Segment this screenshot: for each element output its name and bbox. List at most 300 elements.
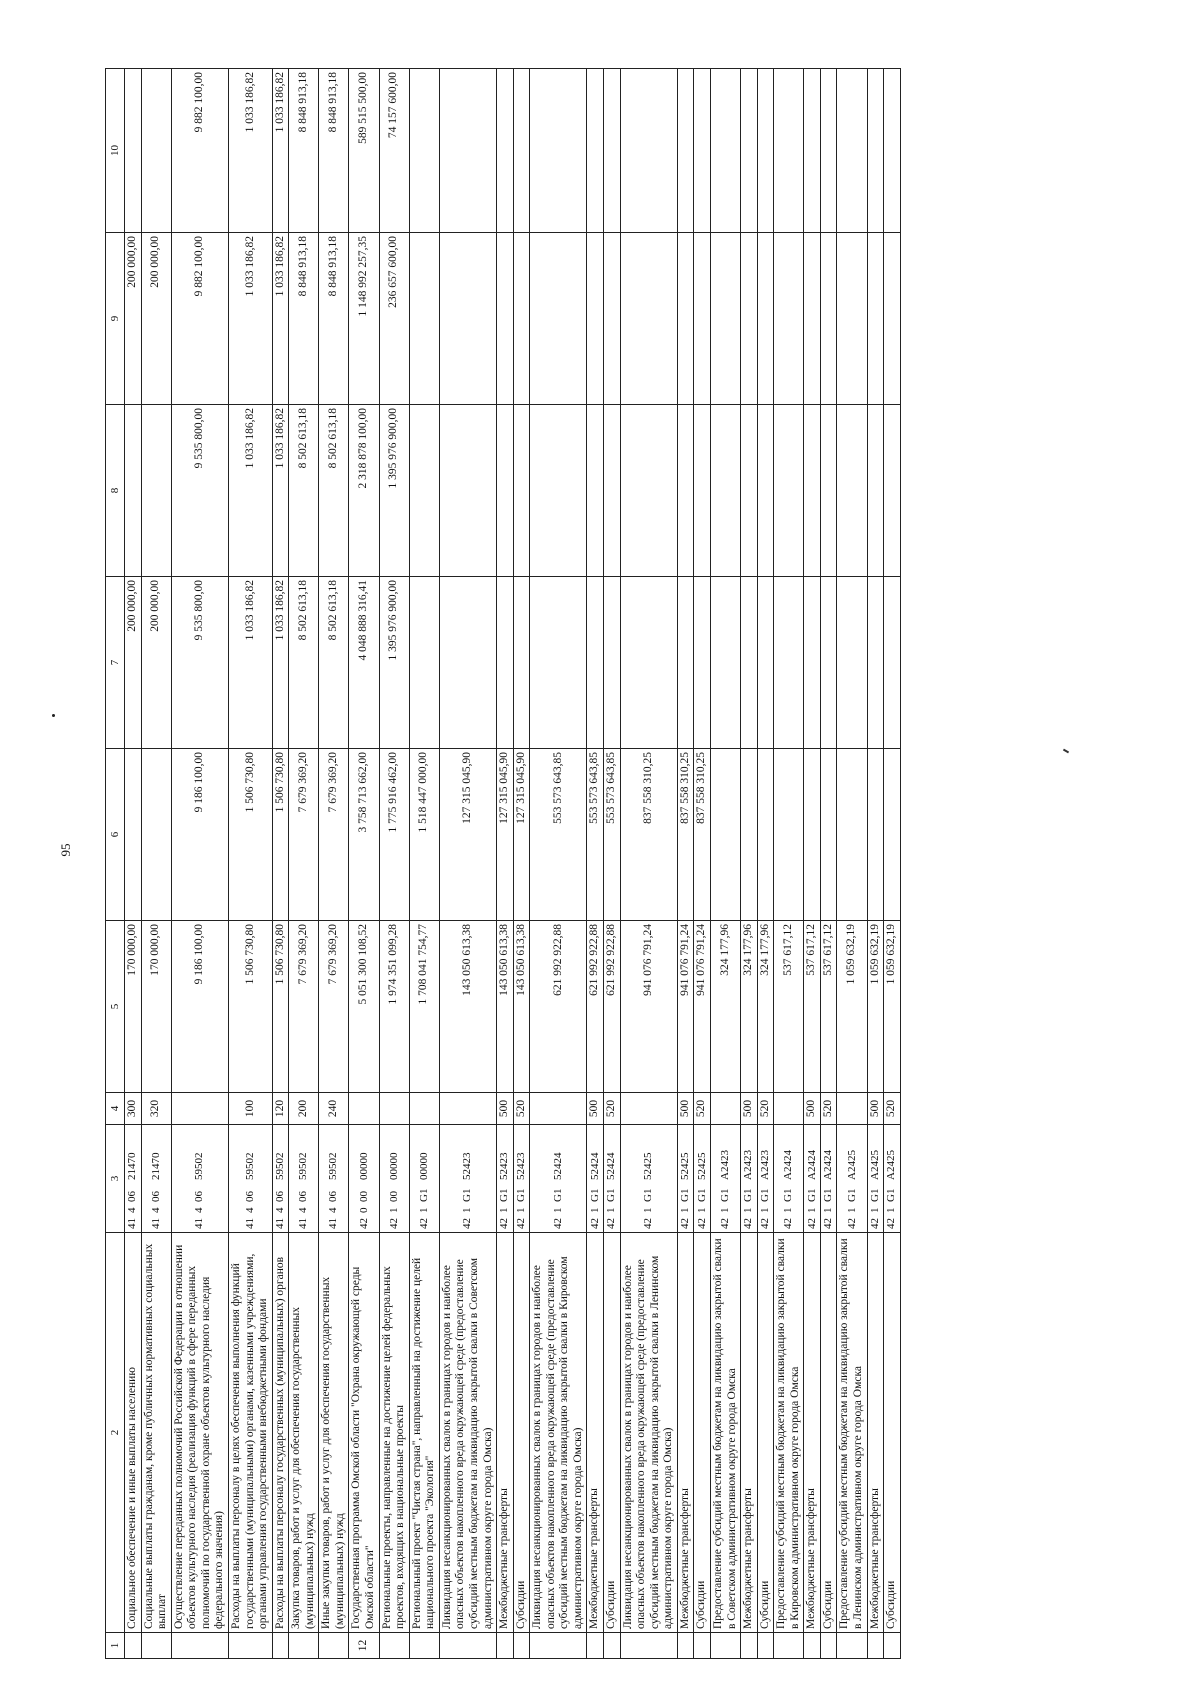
amount-c10: [530, 69, 587, 233]
amount-c10: [757, 69, 774, 233]
budget-code: [439, 1125, 496, 1233]
budget-code: [677, 1125, 694, 1233]
budget-code: [710, 1125, 740, 1233]
amount-c8: [757, 405, 774, 577]
budget-code-part: 59502: [243, 1152, 256, 1180]
budget-code: [289, 1125, 319, 1233]
budget-code: [804, 1125, 821, 1233]
amount-c7: [587, 577, 604, 749]
expense-type-code: [379, 1093, 409, 1125]
amount-c8: 8 502 613,18: [289, 405, 319, 577]
amount-c6: 837 558 310,25: [694, 749, 711, 921]
expense-type-code: [349, 1093, 379, 1125]
budget-code-part: 59502: [193, 1152, 206, 1180]
budget-code-part: 1: [642, 1207, 655, 1213]
budget-code-part: A2423: [719, 1150, 732, 1180]
amount-c8: 2 318 878 100,00: [349, 405, 379, 577]
amount-c9: 9 882 100,00: [171, 233, 228, 405]
table-row: [587, 69, 604, 1659]
budget-code-part: 41: [243, 1218, 256, 1229]
amount-c10: [141, 69, 171, 233]
amount-c7: [710, 577, 740, 749]
amount-c10: [820, 69, 837, 233]
budget-code: [379, 1125, 409, 1233]
column-number: 10: [106, 69, 125, 233]
amount-c9: [884, 233, 901, 405]
amount-c9: 1 033 186,82: [228, 233, 272, 405]
row-index: [141, 1633, 171, 1659]
budget-code-part: 1: [742, 1207, 755, 1213]
amount-c5: 941 076 791,24: [694, 921, 711, 1093]
budget-code: [837, 1125, 867, 1233]
table-row: [289, 69, 319, 1659]
amount-c6: 127 315 045,90: [513, 749, 530, 921]
amount-c9: [604, 233, 621, 405]
expense-type-code: [171, 1093, 228, 1125]
budget-code-part: 1: [514, 1207, 527, 1213]
amount-c8: [867, 405, 884, 577]
amount-c6: 837 558 310,25: [677, 749, 694, 921]
amount-c7: 1 033 186,82: [228, 577, 272, 749]
expense-type-code: 520: [604, 1093, 621, 1125]
budget-code-part: 4: [243, 1207, 256, 1213]
amount-c6: [884, 749, 901, 921]
budget-code-part: G1: [868, 1188, 881, 1202]
amount-c8: 9 535 800,00: [171, 405, 228, 577]
amount-c7: 8 502 613,18: [289, 577, 319, 749]
amount-c8: [497, 405, 514, 577]
budget-code-part: 41: [327, 1218, 340, 1229]
budget-code: [741, 1125, 758, 1233]
table-row: [757, 69, 774, 1659]
amount-c7: [513, 577, 530, 749]
amount-c8: [710, 405, 740, 577]
expense-type-code: [409, 1093, 439, 1125]
amount-c5: 621 992 922,88: [604, 921, 621, 1093]
row-name: Расходы на выплаты персоналу в целях обеспечения выполнения функций государственными (муниципальными) органами, казенными учреждениями, органами управления государственными внебюджетными фондами: [228, 1233, 272, 1633]
amount-c7: [439, 577, 496, 749]
amount-c7: [497, 577, 514, 749]
row-index: [620, 1633, 677, 1659]
table-row: [620, 69, 677, 1659]
budget-code-part: 1: [845, 1207, 858, 1213]
amount-c8: [694, 405, 711, 577]
table-row: [513, 69, 530, 1659]
table-row: [349, 69, 379, 1659]
expense-type-code: 120: [272, 1093, 289, 1125]
pen-mark: [1063, 749, 1069, 754]
budget-code: [587, 1125, 604, 1233]
row-index: [774, 1633, 804, 1659]
amount-c9: [497, 233, 514, 405]
budget-code-part: 52423: [514, 1152, 527, 1180]
budget-code-part: G1: [514, 1188, 527, 1202]
amount-c9: [757, 233, 774, 405]
table-row: [804, 69, 821, 1659]
budget-code-part: G1: [782, 1188, 795, 1202]
budget-code-part: 1: [885, 1207, 898, 1213]
row-index: [125, 1633, 142, 1659]
amount-c10: 74 157 600,00: [379, 69, 409, 233]
amount-c5: 621 992 922,88: [530, 921, 587, 1093]
amount-c6: 1 775 916 462,00: [379, 749, 409, 921]
budget-code: [349, 1125, 379, 1233]
amount-c8: 8 502 613,18: [319, 405, 349, 577]
amount-c5: 143 050 613,38: [513, 921, 530, 1093]
budget-code-part: 42: [588, 1218, 601, 1229]
amount-c8: [587, 405, 604, 577]
budget-code: [604, 1125, 621, 1233]
budget-code: [141, 1125, 171, 1233]
amount-c8: [741, 405, 758, 577]
amount-c9: [530, 233, 587, 405]
amount-c5: 1 506 730,80: [228, 921, 272, 1093]
expense-type-code: 240: [319, 1093, 349, 1125]
amount-c7: [884, 577, 901, 749]
amount-c7: [530, 577, 587, 749]
row-name: Субсидии: [884, 1233, 901, 1633]
amount-c6: [837, 749, 867, 921]
amount-c9: [867, 233, 884, 405]
amount-c8: 1 033 186,82: [228, 405, 272, 577]
budget-code-part: 59502: [273, 1152, 286, 1180]
budget-code-part: 1: [387, 1207, 400, 1213]
amount-c8: [409, 405, 439, 577]
budget-code-part: A2424: [822, 1150, 835, 1180]
amount-c6: 127 315 045,90: [497, 749, 514, 921]
budget-code-part: G1: [417, 1188, 430, 1202]
amount-c8: [804, 405, 821, 577]
amount-c6: 837 558 310,25: [620, 749, 677, 921]
row-index: [272, 1633, 289, 1659]
table-row: [741, 69, 758, 1659]
budget-code-part: 52424: [605, 1152, 618, 1180]
amount-c5: 941 076 791,24: [677, 921, 694, 1093]
table-row: [228, 69, 272, 1659]
amount-c8: [774, 405, 804, 577]
budget-code-part: 42: [387, 1218, 400, 1229]
amount-c5: 7 679 369,20: [289, 921, 319, 1093]
amount-c9: 236 657 600,00: [379, 233, 409, 405]
expense-type-code: 500: [497, 1093, 514, 1125]
amount-c5: 1 708 041 754,77: [409, 921, 439, 1093]
table-row: [125, 69, 142, 1659]
budget-code: [409, 1125, 439, 1233]
amount-c7: 4 048 888 316,41: [349, 577, 379, 749]
amount-c5: 143 050 613,38: [497, 921, 514, 1093]
row-index: [497, 1633, 514, 1659]
budget-code: [757, 1125, 774, 1233]
budget-code-part: 1: [805, 1207, 818, 1213]
budget-code-part: 4: [149, 1207, 162, 1213]
budget-code-part: 1: [498, 1207, 511, 1213]
column-number: 2: [106, 1233, 125, 1633]
expense-type-code: 300: [125, 1093, 142, 1125]
budget-code-part: 1: [822, 1207, 835, 1213]
amount-c9: 200 000,00: [141, 233, 171, 405]
amount-c10: [837, 69, 867, 233]
table-row: [171, 69, 228, 1659]
amount-c6: 127 315 045,90: [439, 749, 496, 921]
budget-code-part: 00000: [357, 1152, 370, 1180]
budget-code-part: G1: [742, 1188, 755, 1202]
budget-code-part: 42: [719, 1218, 732, 1229]
budget-code-part: 06: [243, 1191, 256, 1202]
expense-type-code: [774, 1093, 804, 1125]
row-index: [837, 1633, 867, 1659]
amount-c7: 9 535 800,00: [171, 577, 228, 749]
amount-c5: 537 617,12: [804, 921, 821, 1093]
amount-c9: [694, 233, 711, 405]
amount-c6: [774, 749, 804, 921]
row-name: Предоставление субсидий местным бюджетам на ликвидацию закрытой свалки в Советском административном округе города Омска: [710, 1233, 740, 1633]
budget-code-part: G1: [679, 1188, 692, 1202]
budget-code-part: 06: [327, 1191, 340, 1202]
amount-c6: 1 518 447 000,00: [409, 749, 439, 921]
amount-c9: [587, 233, 604, 405]
amount-c5: 1 059 632,19: [884, 921, 901, 1093]
budget-code-part: 52424: [588, 1152, 601, 1180]
budget-code: [774, 1125, 804, 1233]
budget-code-part: 42: [868, 1218, 881, 1229]
amount-c9: [741, 233, 758, 405]
budget-code-part: G1: [551, 1188, 564, 1202]
expense-type-code: 500: [677, 1093, 694, 1125]
amount-c10: [884, 69, 901, 233]
budget-code-part: 21470: [126, 1152, 139, 1180]
amount-c10: 8 848 913,18: [319, 69, 349, 233]
amount-c8: [513, 405, 530, 577]
column-number: 8: [106, 405, 125, 577]
row-index: [171, 1633, 228, 1659]
amount-c7: [804, 577, 821, 749]
row-name: Межбюджетные трансферты: [867, 1233, 884, 1633]
amount-c8: [620, 405, 677, 577]
budget-code-part: 42: [417, 1218, 430, 1229]
budget-code-part: G1: [498, 1188, 511, 1202]
budget-code-part: 1: [417, 1207, 430, 1213]
row-name: Ликвидация несанкционированных свалок в границах городов и наиболее опасных объектов накопленного вреда окружающей среде (предоставление субсидий местным бюджетам на ликвидацию закрытой свалки в Кировском административном округе города Омска): [530, 1233, 587, 1633]
amount-c10: [513, 69, 530, 233]
amount-c5: 941 076 791,24: [620, 921, 677, 1093]
amount-c7: [620, 577, 677, 749]
row-name: Государственная программа Омской области "Охрана окружающей среды Омской области": [349, 1233, 379, 1633]
budget-code-part: 4: [327, 1207, 340, 1213]
row-index: [677, 1633, 694, 1659]
budget-code-part: 42: [782, 1218, 795, 1229]
table-row: [677, 69, 694, 1659]
amount-c9: [820, 233, 837, 405]
table-row: [409, 69, 439, 1659]
budget-code-part: 42: [805, 1218, 818, 1229]
row-name: Ликвидация несанкционированных свалок в границах городов и наиболее опасных объектов накопленного вреда окружающей среде (предоставление субсидий местным бюджетам на ликвидацию закрытой свалки в Советском административном округе города Омска): [439, 1233, 496, 1633]
budget-code-part: 4: [273, 1207, 286, 1213]
amount-c9: 8 848 913,18: [319, 233, 349, 405]
amount-c6: 553 573 643,85: [587, 749, 604, 921]
row-name: Региональные проекты, направленные на достижение целей федеральных проектов, входящих в национальные проекты: [379, 1233, 409, 1633]
row-name: Межбюджетные трансферты: [804, 1233, 821, 1633]
row-index: [820, 1633, 837, 1659]
budget-code-part: 42: [357, 1218, 370, 1229]
column-number: 1: [106, 1633, 125, 1659]
rotated-page-content: [105, 69, 1180, 1659]
amount-c10: [694, 69, 711, 233]
budget-code-part: 1: [868, 1207, 881, 1213]
row-index: [513, 1633, 530, 1659]
row-index: [319, 1633, 349, 1659]
amount-c6: 7 679 369,20: [319, 749, 349, 921]
expense-type-code: [530, 1093, 587, 1125]
budget-code-part: 59502: [327, 1152, 340, 1180]
row-name: Субсидии: [513, 1233, 530, 1633]
budget-code-part: G1: [719, 1188, 732, 1202]
budget-code-part: 1: [588, 1207, 601, 1213]
amount-c10: 9 882 100,00: [171, 69, 228, 233]
budget-code-part: G1: [758, 1188, 771, 1202]
column-number: 3: [106, 1125, 125, 1233]
budget-code-part: 41: [297, 1218, 310, 1229]
row-name: Субсидии: [757, 1233, 774, 1633]
amount-c9: [710, 233, 740, 405]
amount-c10: [677, 69, 694, 233]
row-index: [884, 1633, 901, 1659]
amount-c8: 1 033 186,82: [272, 405, 289, 577]
amount-c8: [677, 405, 694, 577]
budget-code-part: 42: [679, 1218, 692, 1229]
amount-c8: [820, 405, 837, 577]
table-row: [439, 69, 496, 1659]
amount-c7: [867, 577, 884, 749]
amount-c9: [837, 233, 867, 405]
row-index: [867, 1633, 884, 1659]
budget-code-part: 1: [679, 1207, 692, 1213]
budget-code-part: 42: [822, 1218, 835, 1229]
expense-type-code: 520: [884, 1093, 901, 1125]
budget-code: [530, 1125, 587, 1233]
amount-c7: [820, 577, 837, 749]
column-number: 5: [106, 921, 125, 1093]
budget-code-part: G1: [805, 1188, 818, 1202]
budget-code-part: A2424: [782, 1150, 795, 1180]
expense-type-code: 500: [867, 1093, 884, 1125]
amount-c6: [710, 749, 740, 921]
budget-code-part: 06: [126, 1191, 139, 1202]
row-index: [409, 1633, 439, 1659]
row-name: Закупка товаров, работ и услуг для обеспечения государственных (муниципальных) нужд: [289, 1233, 319, 1633]
amount-c7: [694, 577, 711, 749]
row-name: Иные закупки товаров, работ и услуг для обеспечения государственных (муниципальных) нужд: [319, 1233, 349, 1633]
table-row: [319, 69, 349, 1659]
row-index: [530, 1633, 587, 1659]
row-index: [439, 1633, 496, 1659]
table-row: [820, 69, 837, 1659]
amount-c6: [820, 749, 837, 921]
row-name: Социальное обеспечение и иные выплаты населению: [125, 1233, 142, 1633]
expense-type-code: [710, 1093, 740, 1125]
row-name: Осуществление переданных полномочий Российской Федерации в отношении объектов культурного наследия (реализация функций в сфере переданных полномочий по государственной охране объектов культурного наследия федерального значения): [171, 1233, 228, 1633]
row-index: [289, 1633, 319, 1659]
budget-code-part: 06: [297, 1191, 310, 1202]
budget-code-part: G1: [822, 1188, 835, 1202]
amount-c10: [620, 69, 677, 233]
amount-c6: [867, 749, 884, 921]
budget-code-part: 41: [126, 1218, 139, 1229]
budget-code-part: 52423: [498, 1152, 511, 1180]
budget-code-part: 42: [498, 1218, 511, 1229]
budget-code-part: A2424: [805, 1150, 818, 1180]
budget-code-part: 42: [885, 1218, 898, 1229]
budget-code: [171, 1125, 228, 1233]
amount-c5: 170 000,00: [141, 921, 171, 1093]
amount-c5: 324 177,96: [757, 921, 774, 1093]
amount-c5: 5 051 300 108,52: [349, 921, 379, 1093]
budget-code-part: G1: [845, 1188, 858, 1202]
budget-code-part: 42: [642, 1218, 655, 1229]
row-name: Субсидии: [694, 1233, 711, 1633]
amount-c8: [604, 405, 621, 577]
row-name: Межбюджетные трансферты: [587, 1233, 604, 1633]
amount-c5: 1 059 632,19: [837, 921, 867, 1093]
expense-type-code: 520: [820, 1093, 837, 1125]
amount-c7: [741, 577, 758, 749]
row-name: Межбюджетные трансферты: [741, 1233, 758, 1633]
table-row: [530, 69, 587, 1659]
column-number: 9: [106, 233, 125, 405]
row-index: [741, 1633, 758, 1659]
table-row: [141, 69, 171, 1659]
row-index: [757, 1633, 774, 1659]
amount-c5: 1 974 351 099,28: [379, 921, 409, 1093]
budget-code: [820, 1125, 837, 1233]
budget-code-part: G1: [605, 1188, 618, 1202]
table-row: [837, 69, 867, 1659]
row-index: [228, 1633, 272, 1659]
budget-code-part: 52425: [679, 1152, 692, 1180]
budget-code-part: G1: [642, 1188, 655, 1202]
row-index: [710, 1633, 740, 1659]
table-row: [884, 69, 901, 1659]
amount-c5: 9 186 100,00: [171, 921, 228, 1093]
amount-c8: [439, 405, 496, 577]
budget-code-part: 00: [387, 1191, 400, 1202]
table-row: [774, 69, 804, 1659]
amount-c6: 553 573 643,85: [530, 749, 587, 921]
budget-code: [884, 1125, 901, 1233]
amount-c9: [620, 233, 677, 405]
amount-c10: [604, 69, 621, 233]
budget-code: [620, 1125, 677, 1233]
amount-c6: 9 186 100,00: [171, 749, 228, 921]
amount-c10: [497, 69, 514, 233]
amount-c9: 8 848 913,18: [289, 233, 319, 405]
amount-c5: 324 177,96: [741, 921, 758, 1093]
amount-c6: [804, 749, 821, 921]
budget-code-part: G1: [885, 1188, 898, 1202]
expense-type-code: 500: [804, 1093, 821, 1125]
budget-code-part: 1: [758, 1207, 771, 1213]
budget-code-part: 41: [193, 1218, 206, 1229]
budget-code-part: 4: [126, 1207, 139, 1213]
row-index: [379, 1633, 409, 1659]
amount-c10: [125, 69, 142, 233]
amount-c10: 1 033 186,82: [228, 69, 272, 233]
table-row: [867, 69, 884, 1659]
amount-c9: [677, 233, 694, 405]
budget-code-part: 06: [193, 1191, 206, 1202]
amount-c6: [141, 749, 171, 921]
amount-c5: 537 617,12: [774, 921, 804, 1093]
budget-code-part: 52423: [461, 1152, 474, 1180]
